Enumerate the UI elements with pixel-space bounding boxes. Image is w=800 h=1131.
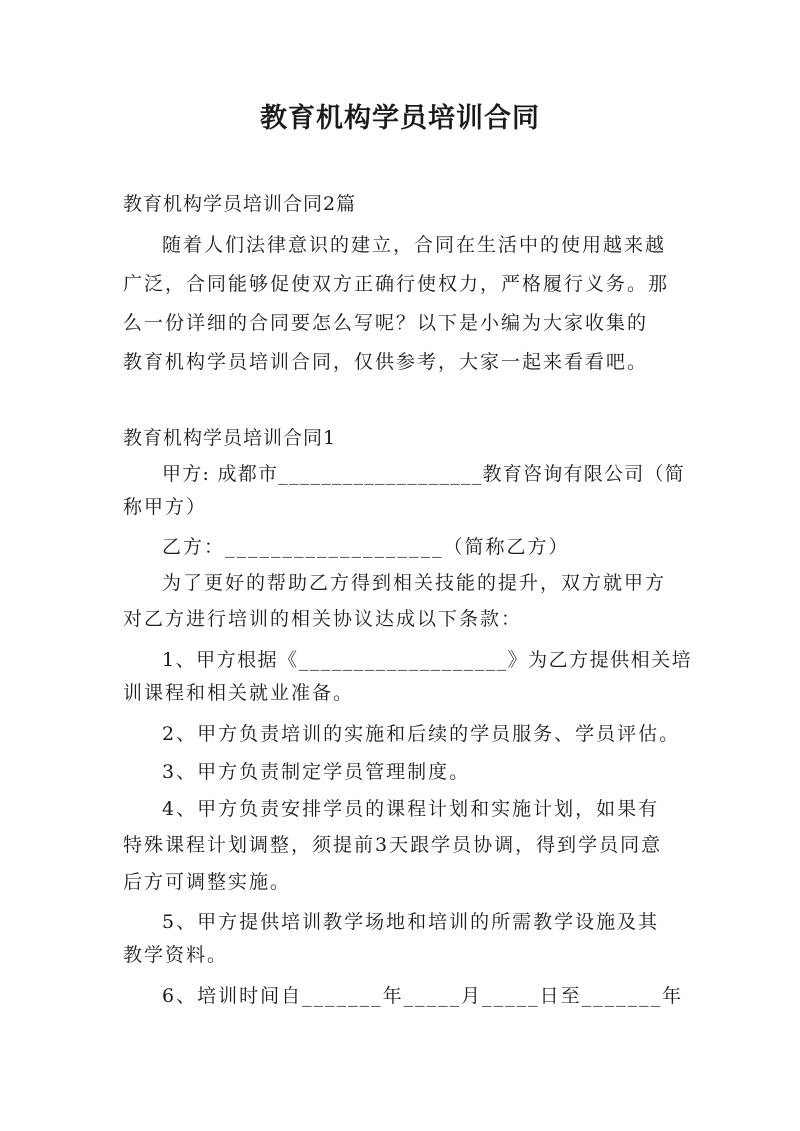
clause-6-line: 6、培训时间自_______年_____月_____日至_______年: [162, 985, 684, 1007]
clause-3-line: 3、甲方负责制定学员管理制度。: [162, 761, 471, 783]
clause-4-line-2: 特殊课程计划调整，须提前3天跟学员协调，得到学员同意: [123, 834, 663, 856]
clause-5-line-2: 教学资料。: [123, 944, 229, 966]
section-title: 教育机构学员培训合同1: [123, 427, 337, 449]
preamble-line-2: 对乙方进行培训的相关协议达成以下条款：: [123, 608, 523, 630]
clause-1-line-2: 训课程和相关就业准备。: [123, 682, 355, 704]
clause-2-line: 2、甲方负责培训的实施和后续的学员服务、学员评估。: [162, 723, 681, 745]
intro-line-4: 教育机构学员培训合同，仅供参考，大家一起来看看吧。: [123, 351, 649, 373]
preamble-line-1: 为了更好的帮助乙方得到相关技能的提升，双方就甲方: [162, 572, 667, 594]
party-b-line: 乙方：___________________（简称乙方）: [162, 536, 570, 558]
clause-1-line-1: 1、甲方根据《___________________》为乙方提供相关培: [162, 649, 693, 671]
clause-5-line-1: 5、甲方提供培训教学场地和培训的所需教学设施及其: [162, 911, 660, 933]
party-a-line-2: 称甲方）: [123, 496, 208, 518]
clause-4-line-3: 后方可调整实施。: [123, 871, 292, 893]
clause-4-line-1: 4、甲方负责安排学员的课程计划和实施计划，如果有: [162, 798, 660, 820]
document-title: 教育机构学员培训合同: [260, 103, 540, 134]
intro-line-2: 广泛，合同能够促使双方正确行使权力，严格履行义务。那: [123, 273, 670, 295]
document-subtitle: 教育机构学员培训合同2篇: [123, 193, 357, 215]
intro-line-3: 么一份详细的合同要怎么写呢？以下是小编为大家收集的: [123, 312, 649, 334]
party-a-line-1: 甲方: 成都市___________________教育咨询有限公司（简: [162, 463, 685, 485]
intro-line-1: 随着人们法律意识的建立，合同在生活中的使用越来越: [162, 234, 667, 256]
